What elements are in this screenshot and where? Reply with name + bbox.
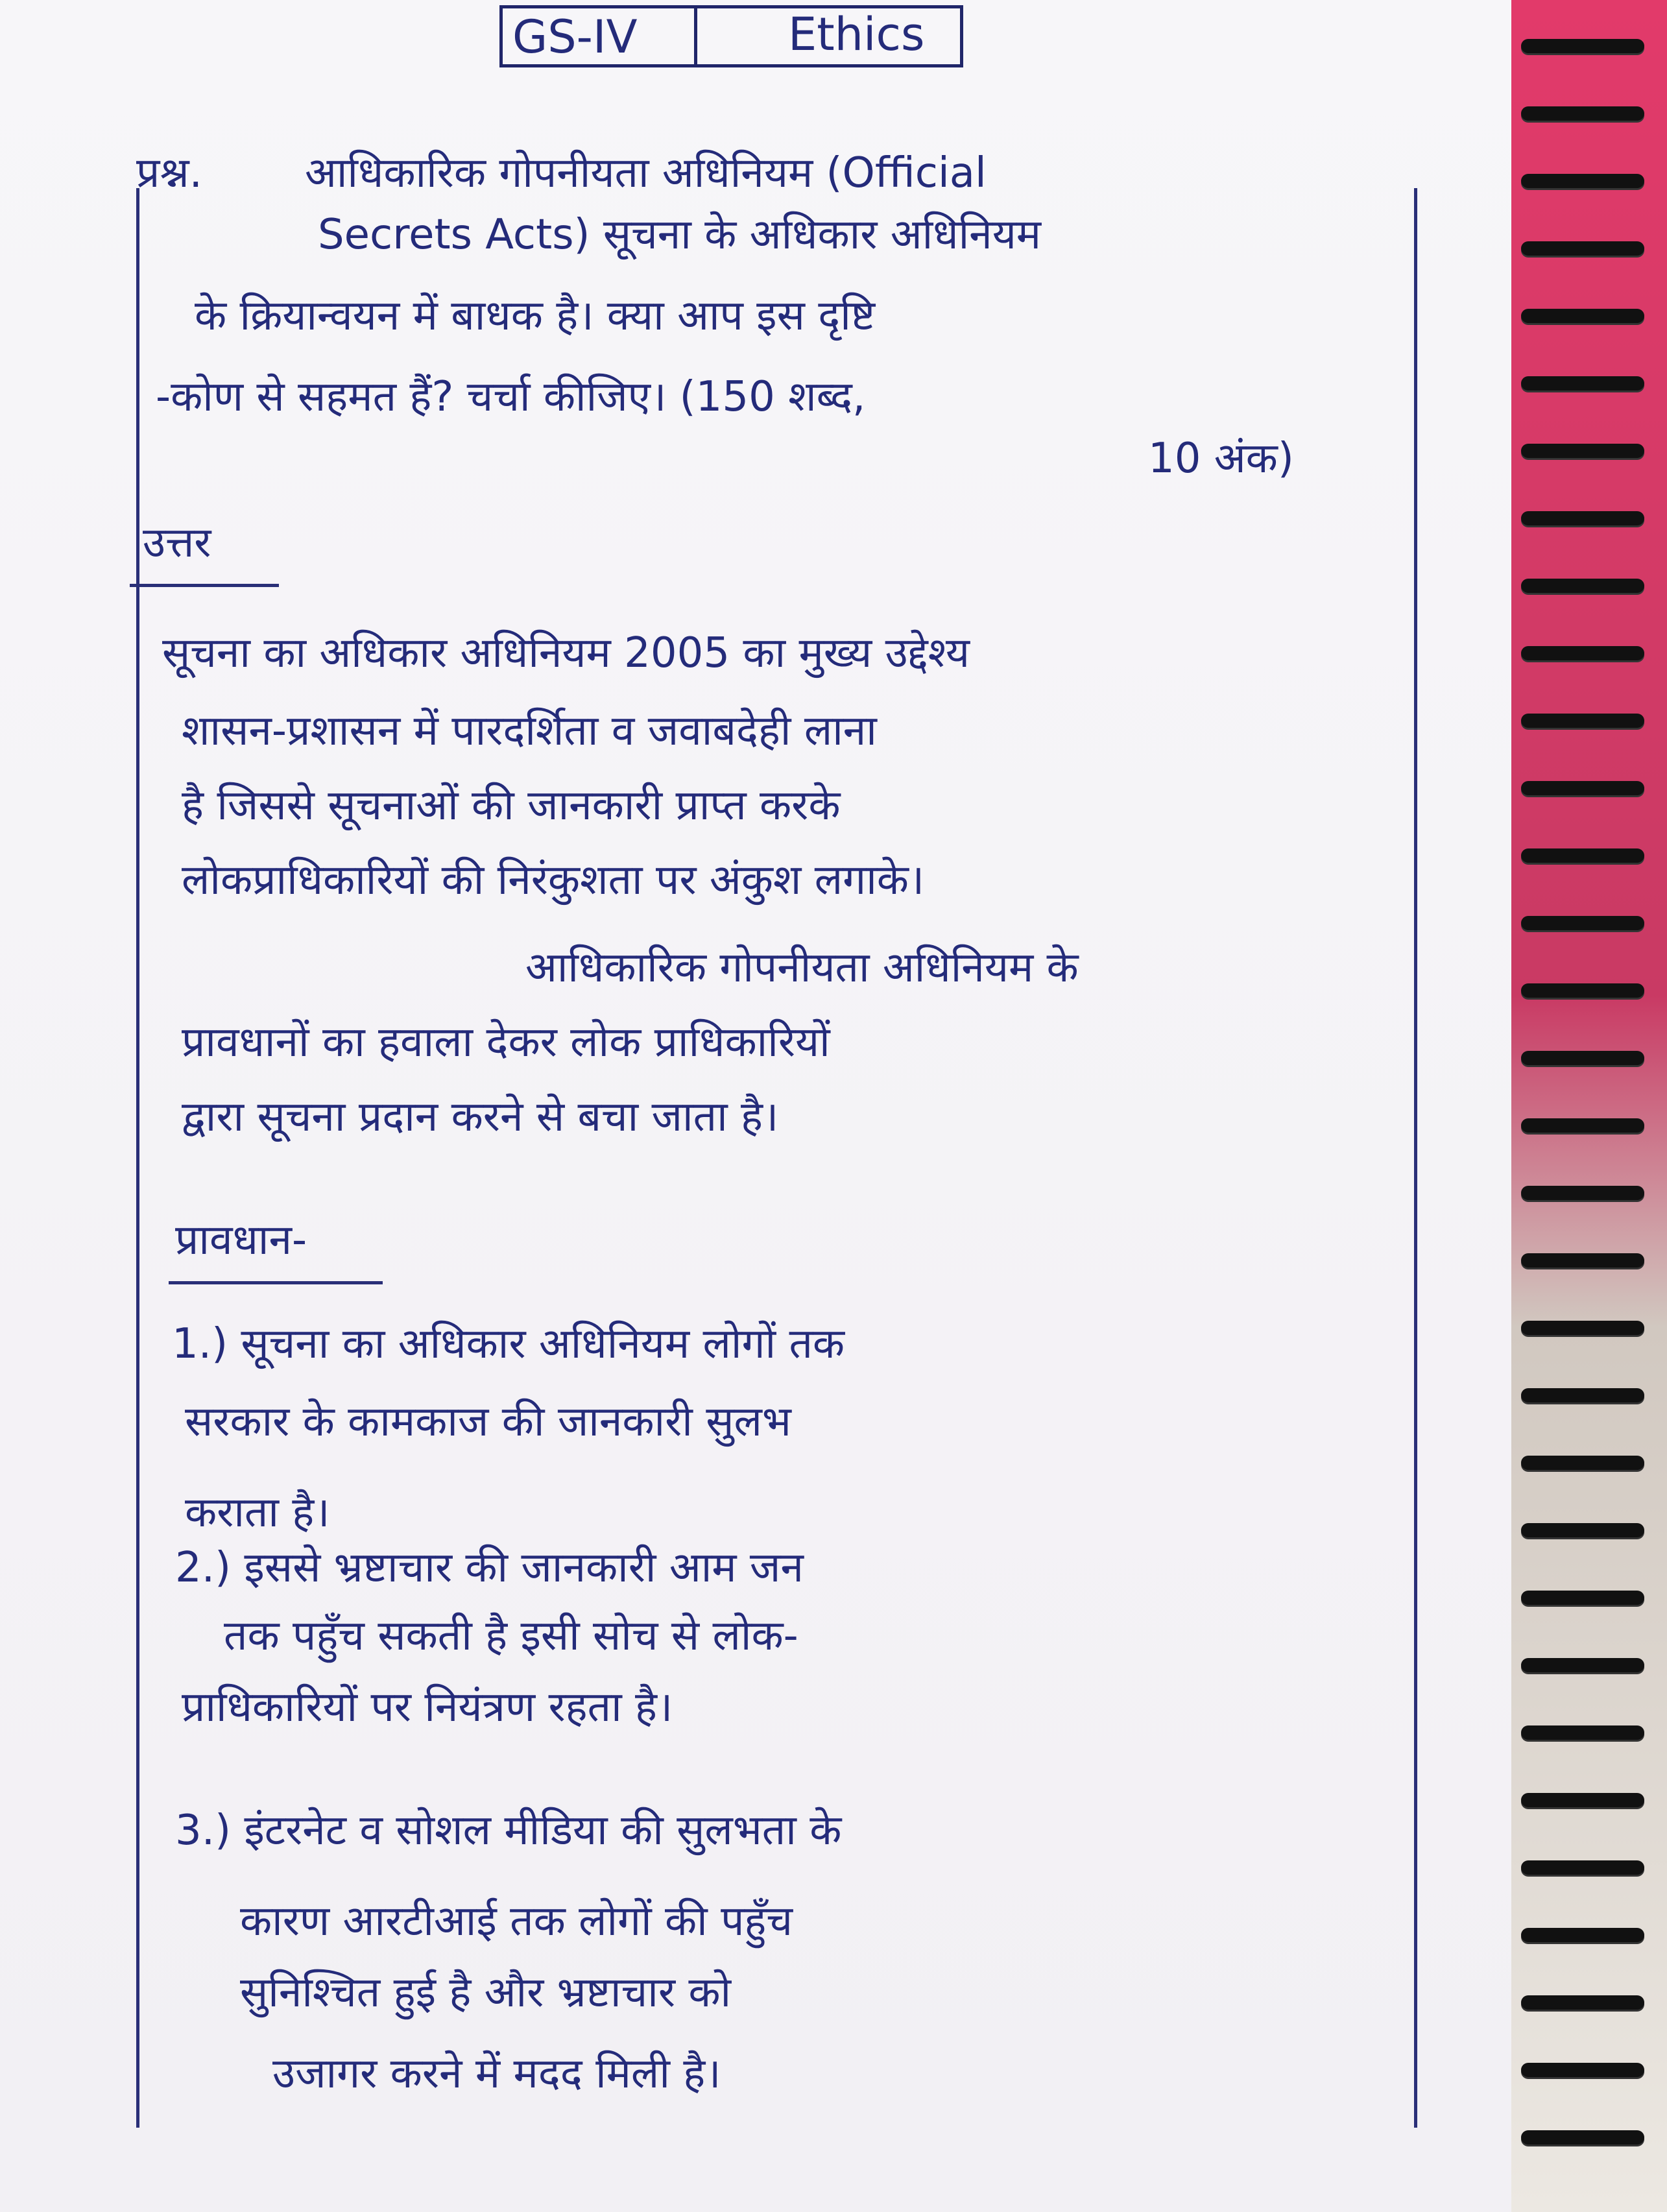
question-line: -कोण से सहमत हैं? चर्चा कीजिए। (150 शब्द, bbox=[156, 373, 866, 421]
right-margin-line bbox=[1414, 188, 1417, 2128]
question-line: के क्रियान्वयन में बाधक है। क्या आप इस दृष्टि bbox=[195, 292, 876, 340]
spiral-ring bbox=[1521, 1591, 1644, 1605]
question-label: प्रश्न. bbox=[136, 149, 203, 197]
answer-line: लोकप्राधिकारियों की निरंकुशता पर अंकुश लगाके। bbox=[182, 856, 925, 904]
spiral-binding bbox=[1511, 0, 1667, 2212]
spiral-ring bbox=[1521, 579, 1644, 593]
answer-line: शासन-प्रशासन में पारदर्शिता व जवाबदेही लाना bbox=[182, 707, 877, 755]
answer-line: है जिससे सूचनाओं की जानकारी प्राप्त करके bbox=[182, 782, 841, 830]
spiral-ring bbox=[1521, 1118, 1644, 1133]
left-margin-line bbox=[136, 188, 139, 2128]
answer-line: द्वारा सूचना प्रदान करने से बचा जाता है। bbox=[182, 1093, 779, 1141]
section-title-underline bbox=[169, 1281, 383, 1284]
spiral-ring bbox=[1521, 1860, 1644, 1875]
spiral-ring bbox=[1521, 444, 1644, 458]
spiral-ring bbox=[1521, 1388, 1644, 1402]
header-paper: GS-IV bbox=[512, 10, 638, 64]
spiral-ring bbox=[1521, 2130, 1644, 2145]
answer-line: आधिकारिक गोपनीयता अधिनियम के bbox=[525, 944, 1079, 992]
spiral-ring bbox=[1521, 1186, 1644, 1200]
spiral-ring bbox=[1521, 1658, 1644, 1672]
spiral-ring bbox=[1521, 1051, 1644, 1065]
spiral-ring bbox=[1521, 1253, 1644, 1268]
spiral-ring bbox=[1521, 511, 1644, 525]
point-line: सरकार के कामकाज की जानकारी सुलभ bbox=[185, 1398, 791, 1446]
spiral-ring bbox=[1521, 1456, 1644, 1470]
spiral-ring bbox=[1521, 174, 1644, 188]
answer-line: सूचना का अधिकार अधिनियम 2005 का मुख्य उद्देश्य bbox=[162, 629, 970, 677]
spiral-ring bbox=[1521, 376, 1644, 391]
point-line: 2.) इससे भ्रष्टाचार की जानकारी आम जन bbox=[175, 1544, 804, 1592]
point-line: सुनिश्चित हुई है और भ्रष्टाचार को bbox=[240, 1969, 732, 2017]
spiral-ring bbox=[1521, 1321, 1644, 1335]
spiral-ring bbox=[1521, 781, 1644, 795]
section-title: प्रावधान- bbox=[175, 1216, 307, 1264]
header-subject: Ethics bbox=[788, 8, 925, 61]
point-line: 3.) इंटरनेट व सोशल मीडिया की सुलभता के bbox=[175, 1807, 842, 1855]
spiral-ring bbox=[1521, 983, 1644, 998]
point-line: कराता है। bbox=[185, 1489, 330, 1537]
spiral-ring bbox=[1521, 241, 1644, 256]
question-line: 10 अंक) bbox=[1148, 435, 1294, 483]
answer-label: उत्तर bbox=[143, 519, 211, 567]
point-line: तक पहुँच सकती है इसी सोच से लोक- bbox=[224, 1612, 798, 1660]
answer-label-underline bbox=[130, 584, 279, 587]
question-line: Secrets Acts) सूचना के अधिकार अधिनियम bbox=[318, 211, 1042, 259]
spiral-ring bbox=[1521, 2063, 1644, 2077]
spiral-ring bbox=[1521, 106, 1644, 121]
spiral-ring bbox=[1521, 1928, 1644, 1942]
spiral-ring bbox=[1521, 1793, 1644, 1807]
answer-line: प्रावधानों का हवाला देकर लोक प्राधिकारियों bbox=[182, 1018, 830, 1066]
question-line: आधिकारिक गोपनीयता अधिनियम (Official bbox=[305, 149, 987, 197]
spiral-ring bbox=[1521, 1725, 1644, 1740]
point-line: 1.) सूचना का अधिकार अधिनियम लोगों तक bbox=[172, 1320, 845, 1368]
spiral-ring bbox=[1521, 646, 1644, 660]
spiral-ring bbox=[1521, 916, 1644, 930]
spiral-ring bbox=[1521, 309, 1644, 323]
point-line: उजागर करने में मदद मिली है। bbox=[272, 2050, 721, 2098]
spiral-ring bbox=[1521, 714, 1644, 728]
spiral-ring bbox=[1521, 1995, 1644, 2010]
point-line: कारण आरटीआई तक लोगों की पहुँच bbox=[240, 1897, 793, 1945]
spiral-ring bbox=[1521, 39, 1644, 53]
point-line: प्राधिकारियों पर नियंत्रण रहता है। bbox=[182, 1683, 673, 1731]
header-divider bbox=[694, 5, 697, 67]
spiral-ring bbox=[1521, 848, 1644, 863]
spiral-ring bbox=[1521, 1523, 1644, 1537]
